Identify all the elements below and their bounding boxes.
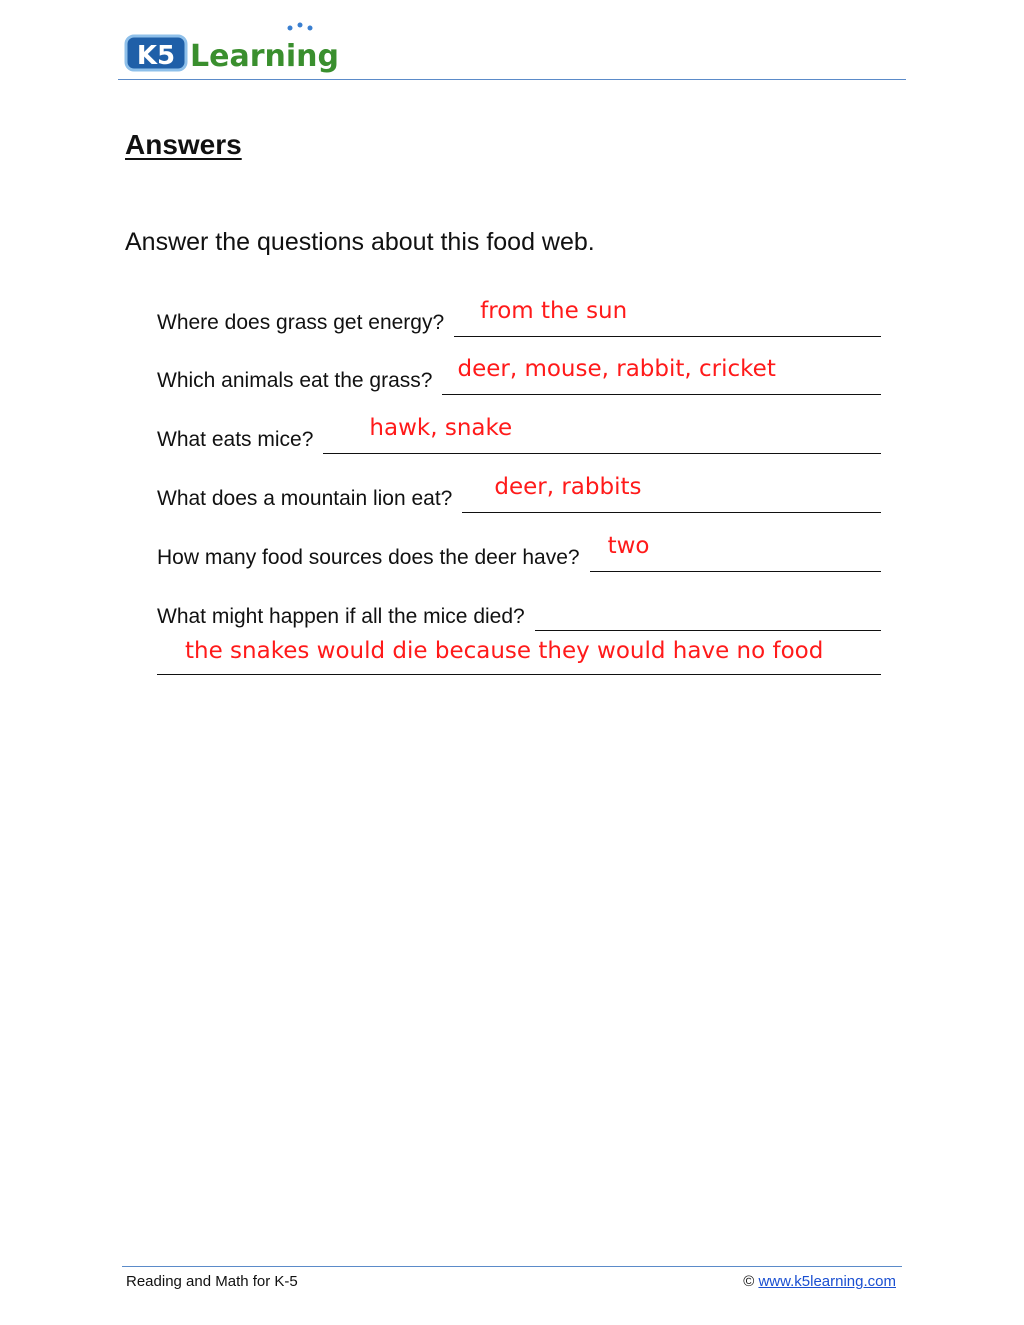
footer-tagline: Reading and Math for K-5 [126,1273,298,1290]
answer-text: deer, mouse, rabbit, cricket [457,356,776,382]
answer-line [442,358,881,395]
question-row [157,473,881,513]
answer-text: two [607,533,650,559]
answer-text: the snakes would die because they would have no food [185,638,824,664]
answer-text: deer, rabbits [494,474,642,500]
question-text: How many food sources does the deer have? [157,546,580,569]
answer-text: from the sun [480,298,628,324]
answer-text: hawk, snake [369,415,513,441]
question-row [157,591,881,631]
question-row [157,297,881,337]
k5-learning-logo [122,20,342,76]
instructions: Answer the questions about this food web. [125,228,595,256]
question-text: What does a mountain lion eat? [157,487,453,510]
copyright-symbol: © [743,1273,755,1290]
svg-text:K5: K5 [136,41,176,71]
question-text: Which animals eat the grass? [157,369,433,392]
answer-line-continued [157,638,881,675]
website-link[interactable]: www.k5learning.com [758,1273,896,1290]
answer-line [535,594,881,631]
question-text: Where does grass get energy? [157,311,445,334]
footer-rule [122,1266,902,1267]
answer-line [323,417,881,454]
question-text: What might happen if all the mice died? [157,605,525,628]
question-row [157,532,881,572]
answer-line [462,476,881,513]
answer-line [590,535,881,572]
question-row [157,414,881,454]
header-rule [118,79,906,80]
footer-copyright [743,1273,896,1290]
page-title: Answers [125,129,242,160]
question-text: What eats mice? [157,428,314,451]
answer-line [454,300,881,337]
svg-text:Learning: Learning [190,39,339,74]
question-row [157,355,881,395]
